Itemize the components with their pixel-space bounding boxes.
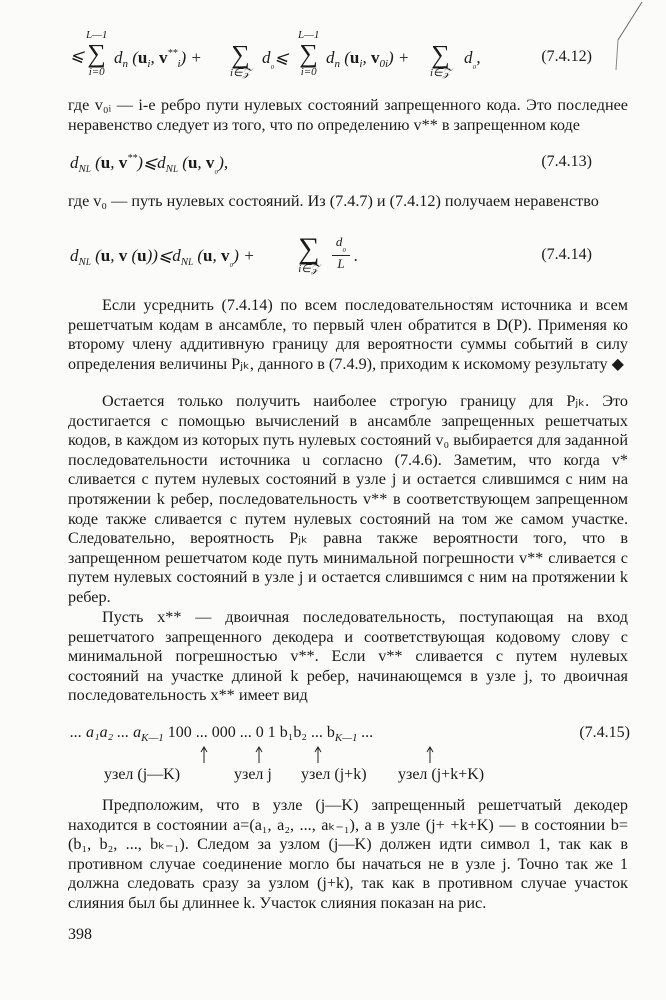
arrow-up-icon [313, 746, 323, 764]
page-number: 398 [68, 926, 92, 943]
equation-number: (7.4.15) [579, 724, 630, 741]
node-label: узел (j—K) [104, 766, 181, 783]
paragraph: где v₀ — путь нулевых состояний. Из (7.4.7) и (7.4.12) получаем неравенство [68, 192, 599, 210]
node-label: узел j [234, 766, 272, 783]
paragraph: Пусть x** — двоичная последовательность, поступающая на вход решетчатого запрещенного декодера и соответствующая кодовому слову с минимальной погрешностью v**. Если v** сливается с путем нулевых состояний на участке длиной k ребер, начинающемся в узле j, то двоичная последовательность x** имеет вид [68, 608, 628, 705]
node-label: узел (j+k) [301, 766, 367, 783]
node-label: узел (j+k+K) [398, 766, 485, 783]
equation-number: (7.4.13) [541, 153, 592, 170]
paragraph: Остается только получить наиболее строгую границу для Pⱼₖ. Это достигается с помощью вычислений в ансамбле запрещенных решетчатых кодов, в каждом из которых путь нулевых состояний v₀ выбирается для заданной последовательности источника u согласно (7.4.6). Заметим, что когда v* сливается с путем нулевых состояний в узле j и остается слившимся с ним на протяжении k ребер, последовательность v** в соответствующем запрещенном коде также сливается с путем нулевых состояний на том же самом участке. Следовательно, вероятность Pⱼₖ равна также вероятности того, что в запрещенном решетчатом коде путь минимальной погрешности v** сливается с путем нулевых состояний в узле j и остается слившимся с ним на протяжении k ребер. [68, 392, 628, 606]
equation-7-4-12: ⩽ L—1 ∑ i=0 $d_n$ ($u_i$, $v^{**}_i$) + ∑ i∈𝒵 $d_{_0}⩽$ L—1 ∑ i=0 $d_n$ ($u_i$, $v_{0i}$) + ∑ i∈𝒵 $d_{_0}$, (7.4.12) [70, 29, 592, 79]
binary-sequence: ... a₁a₂ ... $a_{K—1}$ 100 ... 000 ... 0 1 b₁b₂ ... $b_{K—1}$ ... [70, 724, 374, 744]
arrow-up-icon [199, 746, 209, 764]
equation-number: (7.4.14) [541, 246, 592, 263]
paragraph: Если усреднить (7.4.14) по всем последовательностям источника и всем решетчатым кодам в ансамбле, то первый член обратится в D(P). Применяя ко второму члену аддитивную границу для вероятности суммы событий в силу определения величины Pⱼₖ, данного в (7.4.9), приходим к искомому результату ◆ [68, 296, 628, 373]
equation-7-4-15 [70, 724, 630, 788]
equation-number: (7.4.12) [541, 48, 592, 65]
paragraph: Предположим, что в узле (j—K) запрещенный решетчатый декодер находится в состоянии a=(a₁, a₂, ..., aₖ₋₁), а в узле (j+ +k+K) — в состоянии b=(b₁, b₂, ..., bₖ₋₁). Следом за узлом (j—K) должен идти символ 1, так как в противном случае соединение могло бы начаться не в узле j. Точно так же 1 должна следовать сразу за узлом (j+k), так как в противном случае участок слияния был бы длиннее k. Участок слияния показан на рис. [68, 796, 628, 912]
arrow-up-icon [425, 746, 435, 764]
paragraph: где v₀ᵢ — i-е ребро пути нулевых состояний запрещенного кода. Это последнее неравенство следует из того, что по определению v** в запрещенном коде [68, 96, 628, 134]
equation-7-4-13: $d_{NL}$ (u, $v^{**})⩽d_{NL}$ (u, $v_{_0}$), (7.4.13) [70, 153, 592, 175]
equation-7-4-14: $d_{NL}$ (u, v $(u))⩽d_{NL}$ (u, $v_{_0}$) + ∑ i∈𝒵 $d_{_0}$ L . (7.4.14) [70, 232, 592, 275]
arrow-up-icon [254, 746, 264, 764]
